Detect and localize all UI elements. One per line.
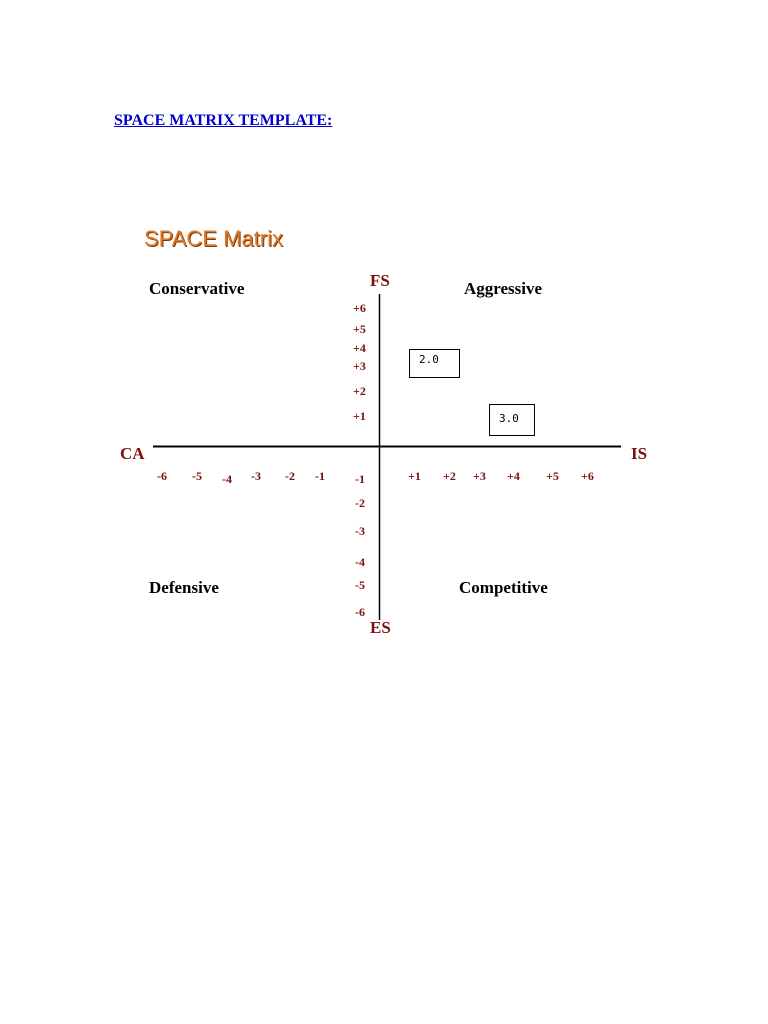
matrix-title: SPACE Matrix: [144, 226, 283, 251]
tick-down: -1: [355, 472, 365, 486]
tick-up: +4: [353, 341, 366, 355]
tick-down: -2: [355, 496, 365, 510]
quadrant-aggressive: Aggressive: [464, 279, 543, 298]
quadrant-conservative: Conservative: [149, 279, 245, 298]
axis-label-is: IS: [631, 444, 648, 463]
page-heading[interactable]: SPACE MATRIX TEMPLATE:: [114, 112, 333, 129]
quadrant-defensive: Defensive: [149, 578, 219, 597]
value-box: 3.0: [489, 404, 535, 436]
tick-right: +4: [507, 469, 520, 483]
tick-left: -5: [192, 469, 202, 483]
tick-left: -3: [251, 469, 261, 483]
tick-down: -4: [355, 555, 365, 569]
tick-down: -6: [355, 605, 365, 619]
tick-left: -6: [157, 469, 167, 483]
tick-down: -5: [355, 578, 365, 592]
axis-label-es: ES: [370, 618, 391, 637]
tick-up: +5: [353, 322, 366, 336]
tick-right: +3: [473, 469, 486, 483]
tick-up: +3: [353, 359, 366, 373]
axis-label-fs: FS: [370, 271, 390, 290]
tick-up: +6: [353, 301, 366, 315]
tick-right: +2: [443, 469, 456, 483]
tick-right: +1: [408, 469, 421, 483]
tick-right: +6: [581, 469, 594, 483]
tick-right: +5: [546, 469, 559, 483]
value-box: 2.0: [409, 349, 460, 378]
tick-down: -3: [355, 524, 365, 538]
tick-up: +1: [353, 409, 366, 423]
tick-left: -1: [315, 469, 325, 483]
tick-left: -2: [285, 469, 295, 483]
quadrant-competitive: Competitive: [459, 578, 548, 597]
tick-left: -4: [222, 472, 232, 486]
tick-up: +2: [353, 384, 366, 398]
axis-label-ca: CA: [120, 444, 145, 463]
